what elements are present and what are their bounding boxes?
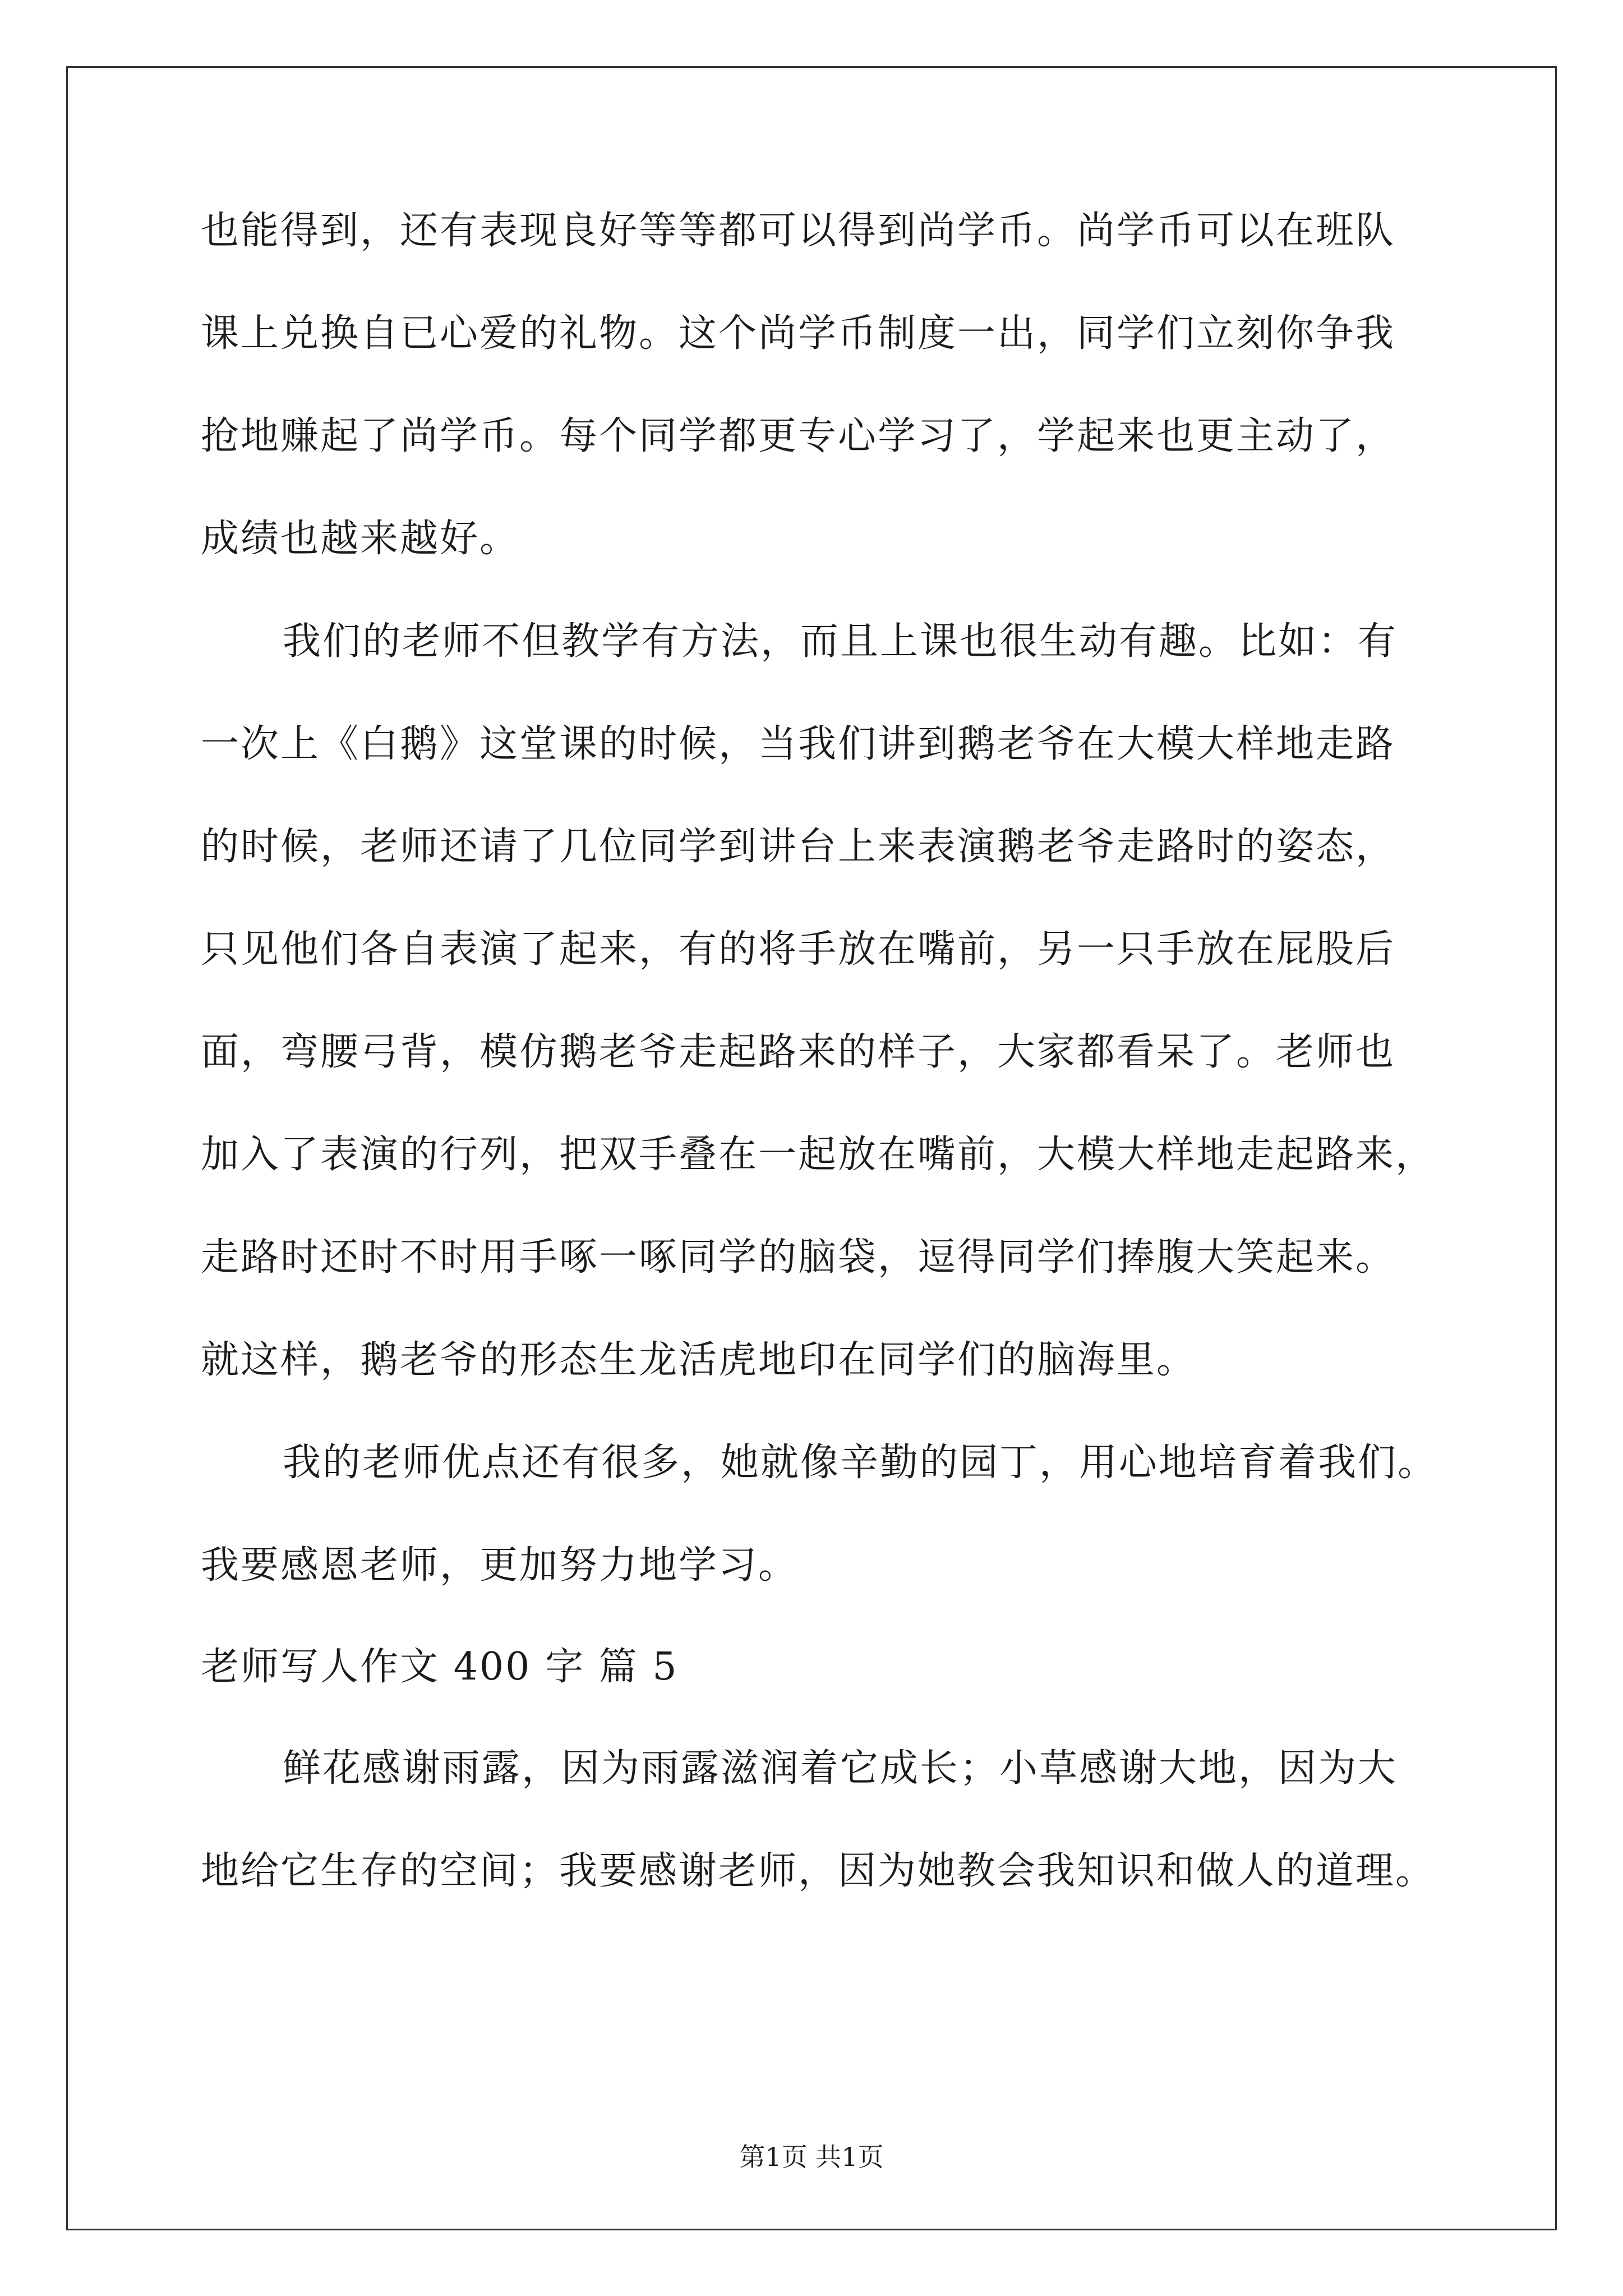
text-line: 也能得到，还有表现良好等等都可以得到尚学币。尚学币可以在班队 <box>201 209 1396 253</box>
text-line: 加入了表演的行列，把双手叠在一起放在嘴前，大模大样地走起路来， <box>201 1133 1436 1177</box>
text-line: 抢地赚起了尚学币。每个同学都更专心学习了，学起来也更主动了， <box>201 414 1396 458</box>
paragraph-start-line: 我们的老师不但教学有方法，而且上课也很生动有趣。比如：有 <box>283 619 1398 664</box>
text-line: 课上兑换自已心爱的礼物。这个尚学币制度一出，同学们立刻你争我 <box>201 311 1396 356</box>
section-heading: 老师写人作文 400 字 篇 5 <box>201 1645 679 1689</box>
text-line: 只见他们各自表演了起来，有的将手放在嘴前，另一只手放在屁股后 <box>201 927 1396 972</box>
text-line: 就这样，鹅老爷的形态生龙活虎地印在同学们的脑海里。 <box>201 1338 1197 1382</box>
paragraph-start-line: 鲜花感谢雨露，因为雨露滋润着它成长；小草感谢大地，因为大 <box>283 1746 1398 1791</box>
text-line: 面，弯腰弓背，模仿鹅老爷走起路来的样子，大家都看呆了。老师也 <box>201 1030 1396 1074</box>
page-footer: 第1页 共1页 <box>739 2142 884 2172</box>
text-line: 我要感恩老师，更加努力地学习。 <box>201 1543 799 1588</box>
paragraph-start-line: 我的老师优点还有很多，她就像辛勤的园丁，用心地培育着我们。 <box>283 1441 1438 1485</box>
text-line: 走路时还时不时用手啄一啄同学的脑袋，逗得同学们捧腹大笑起来。 <box>201 1235 1396 1280</box>
text-line: 的时候，老师还请了几位同学到讲台上来表演鹅老爷走路时的姿态， <box>201 825 1396 869</box>
text-line: 成绩也越来越好。 <box>201 517 520 561</box>
text-line: 地给它生存的空间；我要感谢老师，因为她教会我知识和做人的道理。 <box>201 1849 1436 1893</box>
text-line: 一次上《白鹅》这堂课的时候，当我们讲到鹅老爷在大模大样地走路 <box>201 722 1396 766</box>
